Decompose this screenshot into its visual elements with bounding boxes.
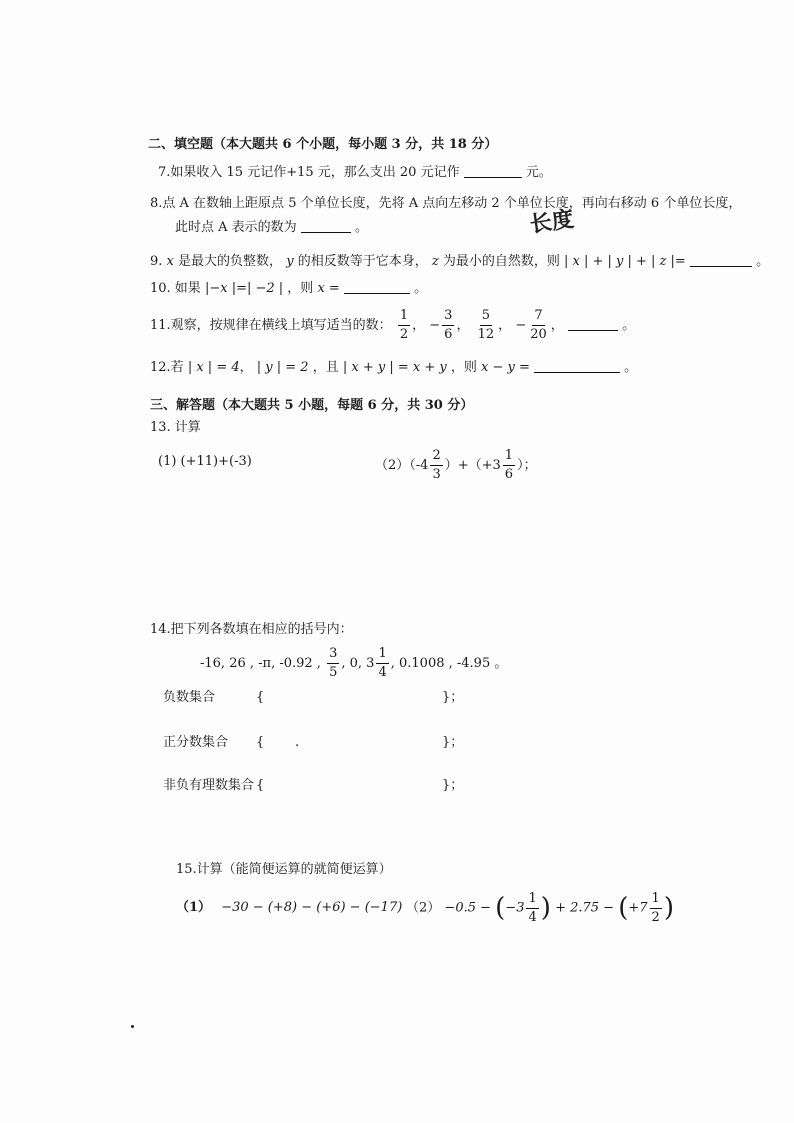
- q15-p2-a: −3: [505, 900, 525, 916]
- q12-expr-4: x − y =: [481, 360, 530, 375]
- q14-numbers-mid: , 0, 3: [341, 656, 375, 671]
- q14-set-open-brace: {: [256, 690, 265, 705]
- question-12: 12.若 | x | = 4， | y | = 2 ，且 | x + y | = x + y ，则 x − y = 。: [150, 360, 638, 375]
- q7-answer-blank[interactable]: [464, 163, 522, 178]
- q10-answer-blank[interactable]: [344, 279, 410, 294]
- q14-set-label: 正分数集合: [163, 735, 229, 750]
- q14-set-label: 非负有理数集合: [163, 778, 255, 793]
- q14-set-dot: .: [295, 735, 300, 750]
- question-7: [158, 163, 552, 183]
- q12-answer-blank[interactable]: [534, 358, 620, 373]
- q9-suffix: 。: [756, 254, 770, 269]
- q15-p2-label: （2）: [406, 900, 441, 916]
- q13-p2-mid: ）+（+3: [444, 458, 501, 473]
- q9-var-x: x: [166, 254, 174, 269]
- q7-suffix: 元。: [525, 165, 552, 180]
- q14-set-open-brace: {: [256, 778, 265, 793]
- q15-part-1: [176, 898, 402, 918]
- q10-expression: |−x |=| −2 |: [204, 281, 284, 296]
- q11-sep: ，: [498, 318, 512, 333]
- q9-var-y: y: [286, 254, 294, 269]
- q10-text: 10. 如果: [150, 281, 201, 296]
- question-9: [150, 252, 769, 272]
- q14-set-positive-fraction: [163, 733, 228, 753]
- q11-fraction-3: $\frac{5}{12}$: [477, 308, 495, 342]
- scan-speck: [131, 1025, 134, 1028]
- q11-sign-4: −: [515, 318, 527, 333]
- q14-set-close-brace: }；: [442, 735, 464, 750]
- q8-suffix: 。: [354, 220, 368, 235]
- q13-p2-pre: （2）（-4: [375, 458, 429, 473]
- q10-var: x =: [317, 281, 340, 296]
- q15-title: 15.计算（能简便运算的就简便运算）: [176, 862, 392, 877]
- q14-set-close-brace: }；: [442, 778, 464, 793]
- q15-p2-fraction-1: $\frac{1}{4}$: [528, 890, 537, 925]
- q12-expr-3: | x + y | = x + y: [342, 360, 447, 375]
- q14-fraction-2: $\frac{1}{4}$: [378, 646, 387, 680]
- q8-line2: 此时点 A 表示的数为: [175, 220, 297, 235]
- q14-set-open-brace: {: [256, 735, 265, 750]
- section-3-title: 三、解答题（本大题共 5 小题，每题 6 分，共 30 分）: [150, 398, 474, 413]
- q14-title: 14.把下列各数填在相应的括号内：: [150, 622, 353, 637]
- q11-sep: ，: [550, 318, 564, 333]
- q12-text: 12.若: [150, 360, 184, 375]
- q9-text-3: 为最小的自然数，则: [442, 254, 560, 269]
- q15-p2-b: +7: [628, 900, 648, 916]
- q15-p2-fraction-2: $\frac{1}{2}$: [651, 890, 660, 925]
- q14-set-nonnegative-rational: [163, 776, 254, 796]
- q15-paren-close: ): [663, 893, 674, 923]
- q12-expr-1: | x | = 4: [187, 360, 240, 375]
- q14-set-close-brace: }；: [442, 690, 464, 705]
- q11-sep: ，: [456, 318, 470, 333]
- q14-numbers-end: , 0.1008 , -4.95 。: [390, 656, 508, 671]
- q11-fraction-1: $\frac{1}{2}$: [399, 308, 409, 342]
- handwritten-note: 长度: [528, 207, 576, 238]
- question-8: [175, 218, 368, 238]
- q15-p2-pre: −0.5 −: [444, 900, 492, 916]
- q14-fraction-1: $\frac{3}{5}$: [329, 646, 338, 680]
- q11-fraction-4: $\frac{7}{20}$: [530, 308, 547, 342]
- q12-mid: ，且: [312, 360, 339, 375]
- q11-sign-2: −: [429, 318, 441, 333]
- q8-answer-blank[interactable]: [301, 218, 351, 233]
- q12-suffix: 。: [624, 360, 638, 375]
- q9-text-2: 的相反数等于它本身，: [297, 254, 428, 269]
- q11-answer-blank[interactable]: [568, 316, 618, 331]
- q11-text: 11.观察，按规律在横线上填写适当的数：: [150, 318, 392, 333]
- q7-text: 7.如果收入 15 元记作+15 元，那么支出 20 元记作: [158, 165, 460, 180]
- question-11: [150, 306, 635, 346]
- section-2-title: 二、填空题（本大题共 6 个小题，每小题 3 分，共 18 分）: [148, 137, 498, 152]
- q9-answer-blank[interactable]: [690, 252, 752, 267]
- q13-p2-fraction-2: $\frac{1}{6}$: [504, 448, 514, 482]
- q15-p2-mid: + 2.75 −: [555, 900, 615, 916]
- q13-title: 13. 计算: [150, 420, 201, 435]
- q9-text-1: 是最大的负整数，: [178, 254, 283, 269]
- question-10: [150, 279, 427, 299]
- q11-fraction-2: $\frac{3}{6}$: [444, 308, 453, 342]
- q14-set-negative: [163, 688, 215, 708]
- q9-var-z: z: [431, 254, 439, 269]
- q15-paren-open: (: [495, 893, 506, 923]
- q10-mid: ，则: [287, 281, 314, 296]
- q11-sep: ，: [412, 318, 426, 333]
- q9-expression: | x | + | y | + | z |=: [564, 254, 686, 269]
- q13-p2-fraction-1: $\frac{2}{3}$: [432, 448, 441, 482]
- q14-set-label: 负数集合: [163, 690, 216, 705]
- q13-part-1: (1) (+11)+(-3): [158, 454, 252, 469]
- q15-p1-expression: −30 − (+8) − (+6) − (−17): [221, 900, 403, 915]
- q15-paren-close: ): [540, 893, 551, 923]
- q13-part-2: [375, 446, 537, 486]
- q14-numbers: [200, 644, 507, 684]
- q14-numbers-pre: -16, 26 , -π, -0.92 ,: [200, 656, 321, 671]
- q12-expr-2: | y | = 2: [256, 360, 309, 375]
- q15-part-2: [406, 887, 674, 930]
- q15-p1-label: （1）: [176, 900, 212, 915]
- q10-suffix: 。: [414, 281, 428, 296]
- q13-p2-end: ）；: [517, 458, 537, 473]
- q8-line1: 8.点 A 在数轴上距原点 5 个单位长度，先将 A 点向左移动 2 个单位长度，再向右移动 6 个单位长度，: [150, 196, 742, 211]
- q15-paren-open: (: [618, 893, 629, 923]
- q11-suffix: 。: [622, 318, 636, 333]
- q12-mid2: ，则: [450, 360, 477, 375]
- q9-number: 9.: [150, 254, 163, 269]
